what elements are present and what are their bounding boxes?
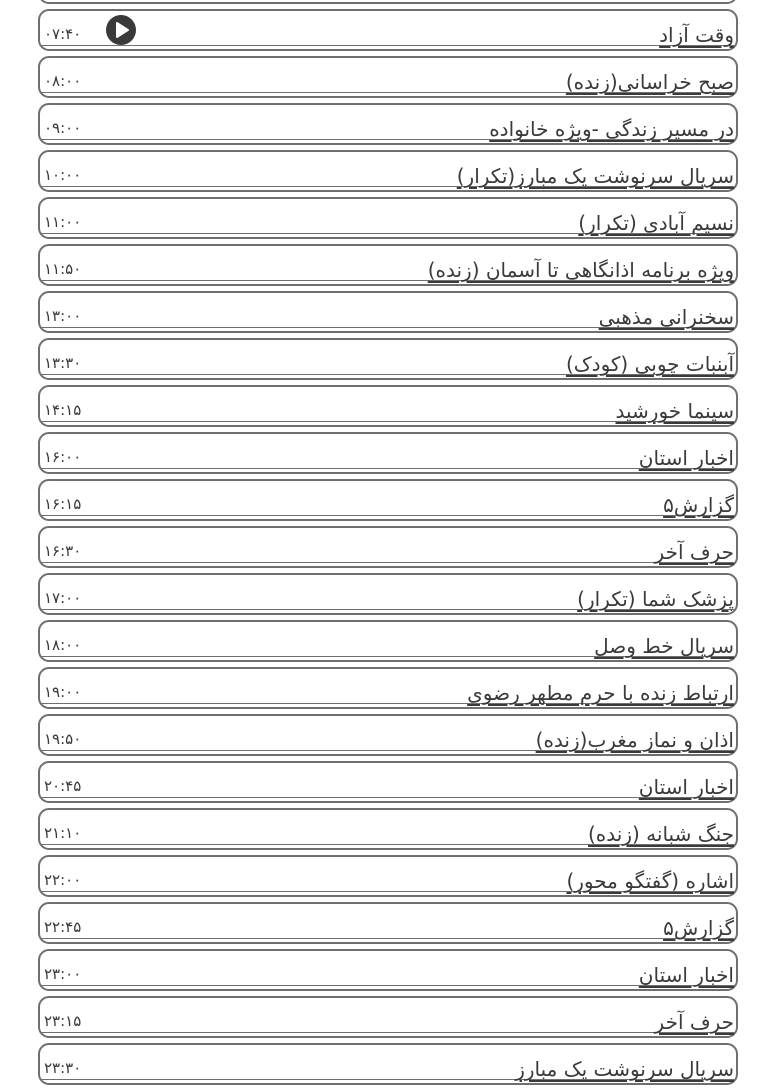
- program-time: ۱۳:۰۰: [44, 307, 82, 325]
- row-divider: [40, 985, 736, 986]
- program-time: ۱۶:۱۵: [44, 495, 82, 513]
- program-title: نسیم آبادی (تکرار): [578, 211, 734, 235]
- schedule-row[interactable]: [38, 714, 738, 756]
- schedule-row[interactable]: [38, 761, 738, 803]
- program-title: سخنرانی مذهبی: [598, 305, 734, 329]
- schedule-row[interactable]: [38, 996, 738, 1038]
- row-divider: [40, 797, 736, 798]
- schedule-row[interactable]: [38, 103, 738, 145]
- program-time: ۱۹:۵۰: [44, 730, 82, 748]
- row-divider: [40, 938, 736, 939]
- program-time: ۲۱:۱۰: [44, 824, 82, 842]
- schedule-row[interactable]: [38, 197, 738, 239]
- program-time: ۲۰:۴۵: [44, 777, 82, 795]
- program-time: ۱۸:۰۰: [44, 636, 82, 654]
- schedule-row[interactable]: [38, 432, 738, 474]
- program-time: ۱۹:۰۰: [44, 683, 82, 701]
- schedule-row[interactable]: [38, 620, 738, 662]
- program-time: ۱۴:۱۵: [44, 401, 82, 419]
- program-title: سریال خط وصل: [594, 634, 734, 658]
- schedule-row[interactable]: [38, 9, 738, 51]
- row-divider: [40, 1032, 736, 1033]
- program-title: اخبار استان: [638, 963, 734, 987]
- program-title: سریال سرنوشت یک مبارز(تکرار): [456, 164, 734, 188]
- program-title: حرف آخر: [654, 540, 734, 564]
- program-time: ۱۶:۳۰: [44, 542, 82, 560]
- program-time: ۲۲:۴۵: [44, 918, 82, 936]
- program-time: ۰۷:۴۰: [44, 25, 82, 43]
- schedule-row[interactable]: [38, 808, 738, 850]
- program-title: اخبار استان: [638, 775, 734, 799]
- program-time: ۲۳:۱۵: [44, 1012, 82, 1030]
- schedule-row[interactable]: [38, 526, 738, 568]
- play-icon[interactable]: [106, 15, 136, 45]
- schedule-row[interactable]: [38, 291, 738, 333]
- program-time: ۰۹:۰۰: [44, 119, 82, 137]
- schedule-row[interactable]: [38, 0, 738, 4]
- schedule-row[interactable]: [38, 902, 738, 944]
- program-title: ارتباط زنده با حرم مطهر رضوی: [467, 681, 734, 705]
- program-time: ۲۲:۰۰: [44, 871, 82, 889]
- program-title: گزارش۵: [663, 493, 734, 517]
- program-title: آبنبات چوبی (کودک): [565, 352, 734, 376]
- program-time: ۱۶:۰۰: [44, 448, 82, 466]
- schedule-row[interactable]: [38, 949, 738, 991]
- program-time: ۲۳:۰۰: [44, 965, 82, 983]
- row-divider: [40, 562, 736, 563]
- schedule-row[interactable]: [38, 855, 738, 897]
- schedule-row[interactable]: [38, 385, 738, 427]
- program-title: وقت آزاد: [659, 23, 734, 47]
- program-time: ۰۸:۰۰: [44, 72, 82, 90]
- row-divider: [40, 468, 736, 469]
- program-title: پزشک شما (تکرار): [577, 587, 734, 611]
- schedule-row[interactable]: [38, 667, 738, 709]
- program-title: جنگ شبانه (زنده): [588, 822, 734, 846]
- program-time: ۱۰:۰۰: [44, 166, 82, 184]
- program-title: اذان و نماز مغرب(زنده): [535, 728, 734, 752]
- row-divider: [40, 515, 736, 516]
- program-title: حرف آخر: [654, 1010, 734, 1034]
- schedule-row[interactable]: [38, 150, 738, 192]
- program-title: صبح خراسانی(زنده): [565, 70, 734, 94]
- schedule-row[interactable]: [38, 338, 738, 380]
- program-time: ۱۳:۳۰: [44, 354, 82, 372]
- program-time: ۱۱:۰۰: [44, 213, 82, 231]
- schedule-row[interactable]: [38, 1043, 738, 1085]
- program-title: گزارش۵: [663, 916, 734, 940]
- program-time: ۲۳:۳۰: [44, 1059, 82, 1077]
- program-title: در مسیر زندگی -ویژه خانواده: [489, 117, 734, 141]
- program-title: اشاره (گفتگو محور): [566, 869, 734, 893]
- schedule-row[interactable]: [38, 56, 738, 98]
- schedule-list: [38, 0, 738, 1090]
- program-title: سینما خورشید: [615, 399, 734, 423]
- row-divider: [40, 45, 736, 46]
- program-title: ویژه برنامه اذانگاهی تا آسمان (زنده): [427, 258, 734, 282]
- program-title: سریال سرنوشت یک مبارز: [515, 1057, 734, 1081]
- program-title: اخبار استان: [638, 446, 734, 470]
- schedule-row[interactable]: [38, 573, 738, 615]
- schedule-row[interactable]: [38, 479, 738, 521]
- schedule-row[interactable]: [38, 244, 738, 286]
- program-time: ۱۱:۵۰: [44, 260, 82, 278]
- program-time: ۱۷:۰۰: [44, 589, 82, 607]
